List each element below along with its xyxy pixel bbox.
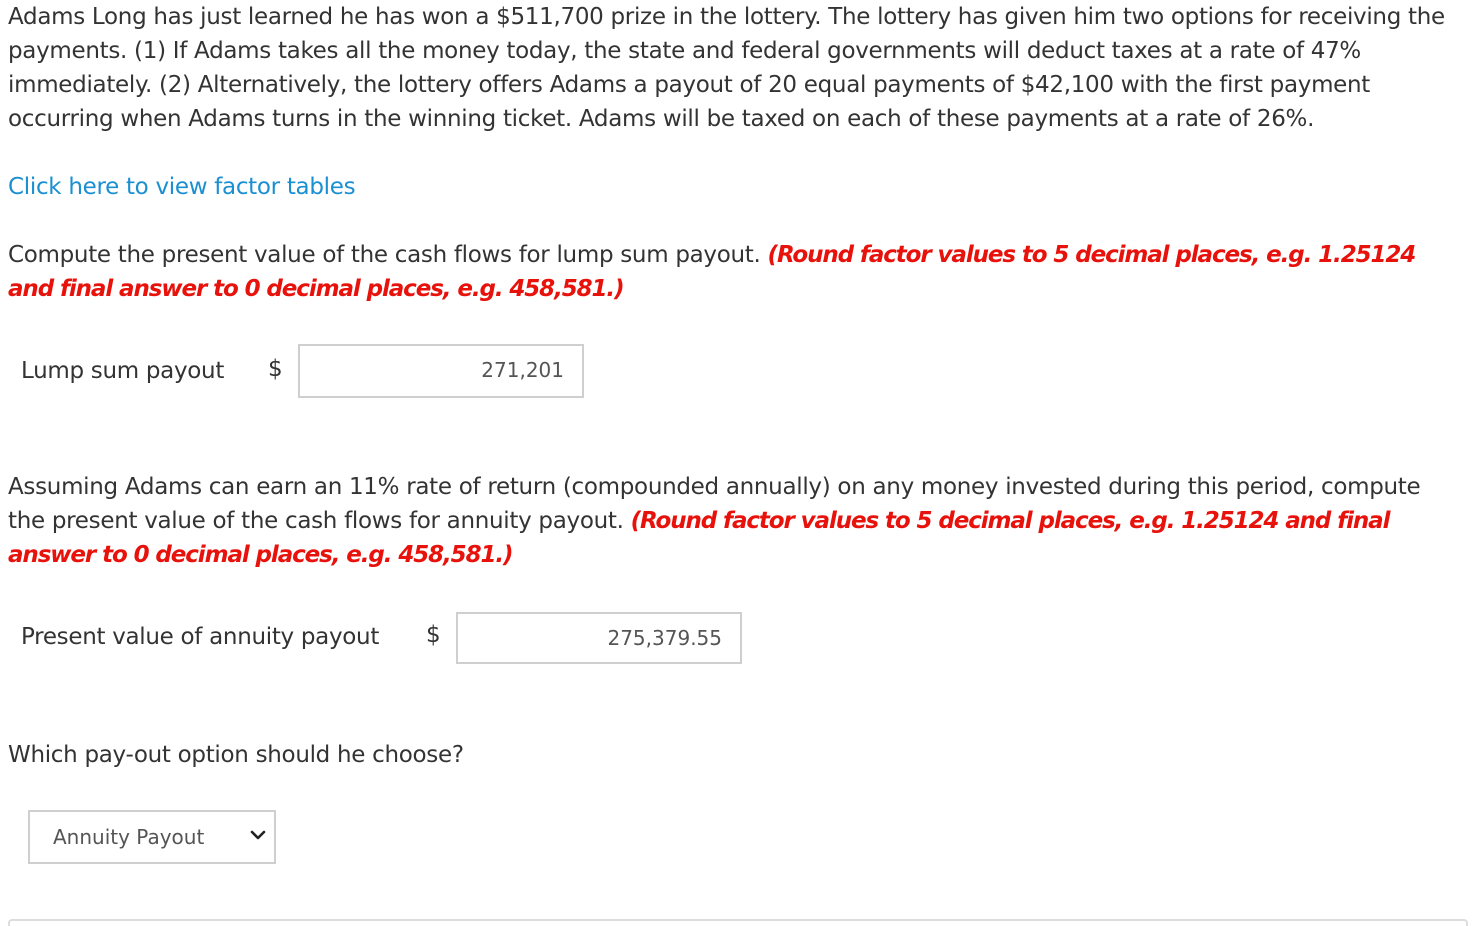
- annuity-rounding-hint: (Round factor values to 5 decimal places, e.g. 1.25124 and final answer to 0 decimal places, e.g. 458,581.): [8, 508, 1390, 568]
- payout-option-selected: Annuity Payout: [53, 825, 205, 849]
- next-panel-edge: [8, 919, 1468, 926]
- annuity-question-text: Assuming Adams can earn an 11% rate of return (compounded annually) on any money invested during this period, compute the present value of the cash flows for annuity payout.: [8, 474, 1421, 534]
- lump-sum-question-text: Compute the present value of the cash flows for lump sum payout.: [8, 242, 768, 268]
- payout-choice-question: Which pay-out option should he choose?: [8, 742, 464, 768]
- lump-sum-input[interactable]: 271,201: [298, 344, 584, 398]
- lump-sum-question: [8, 238, 1448, 306]
- lump-sum-rounding-hint: (Round factor values to 5 decimal places, e.g. 1.25124 and final answer to 0 decimal places, e.g. 458,581.): [8, 242, 1416, 302]
- annuity-label: Present value of annuity payout: [21, 624, 380, 650]
- payout-option-select[interactable]: [28, 810, 276, 864]
- annuity-question: [8, 470, 1458, 572]
- lump-sum-currency: $: [268, 356, 283, 382]
- annuity-currency: $: [426, 622, 441, 648]
- chevron-down-icon: [250, 829, 266, 841]
- lump-sum-label: Lump sum payout: [21, 358, 225, 384]
- factor-tables-link[interactable]: Click here to view factor tables: [8, 174, 356, 200]
- problem-statement: Adams Long has just learned he has won a $511,700 prize in the lottery. The lottery has given him two options for receiving the payments. (1) If Adams takes all the money today, the state and federal governments will deduct taxes at a rate of 47% immediately. (2) Alternatively, the lottery offers Adams a payout of 20 equal payments of $42,100 with the first payment occurring when Adams turns in the winning ticket. Adams will be taxed on each of these payments at a rate of 26%.: [8, 4, 1445, 132]
- annuity-input[interactable]: 275,379.55: [456, 612, 742, 664]
